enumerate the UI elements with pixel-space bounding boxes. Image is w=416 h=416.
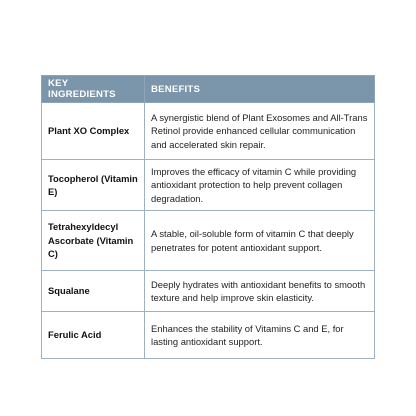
ingredients-table-container	[41, 75, 374, 359]
header-benefits: BENEFITS	[145, 76, 375, 103]
ingredient-benefit: Enhances the stability of Vitamins C and E, for lasting antioxidant support.	[145, 312, 375, 359]
table-row	[42, 160, 375, 211]
table-row	[42, 312, 375, 359]
ingredients-table	[41, 75, 375, 359]
ingredient-name: Ferulic Acid	[42, 312, 145, 359]
ingredient-name: Tocopherol (Vitamin E)	[42, 160, 145, 211]
table-row	[42, 271, 375, 312]
header-key-ingredients: KEY INGREDIENTS	[42, 76, 145, 103]
table-row	[42, 103, 375, 160]
ingredient-benefit: Deeply hydrates with antioxidant benefits to smooth texture and help improve skin elasticity.	[145, 271, 375, 312]
ingredient-name: Plant XO Complex	[42, 103, 145, 160]
ingredient-name: Tetrahexyldecyl Ascorbate (Vitamin C)	[42, 211, 145, 271]
table-header-row	[42, 76, 375, 103]
ingredient-name: Squalane	[42, 271, 145, 312]
ingredient-benefit: A synergistic blend of Plant Exosomes and All-Trans Retinol provide enhanced cellular communication and accelerated skin repair.	[145, 103, 375, 160]
ingredient-benefit: Improves the efficacy of vitamin C while providing antioxidant protection to help prevent collagen degradation.	[145, 160, 375, 211]
ingredient-benefit: A stable, oil-soluble form of vitamin C that deeply penetrates for potent antioxidant support.	[145, 211, 375, 271]
table-row	[42, 211, 375, 271]
